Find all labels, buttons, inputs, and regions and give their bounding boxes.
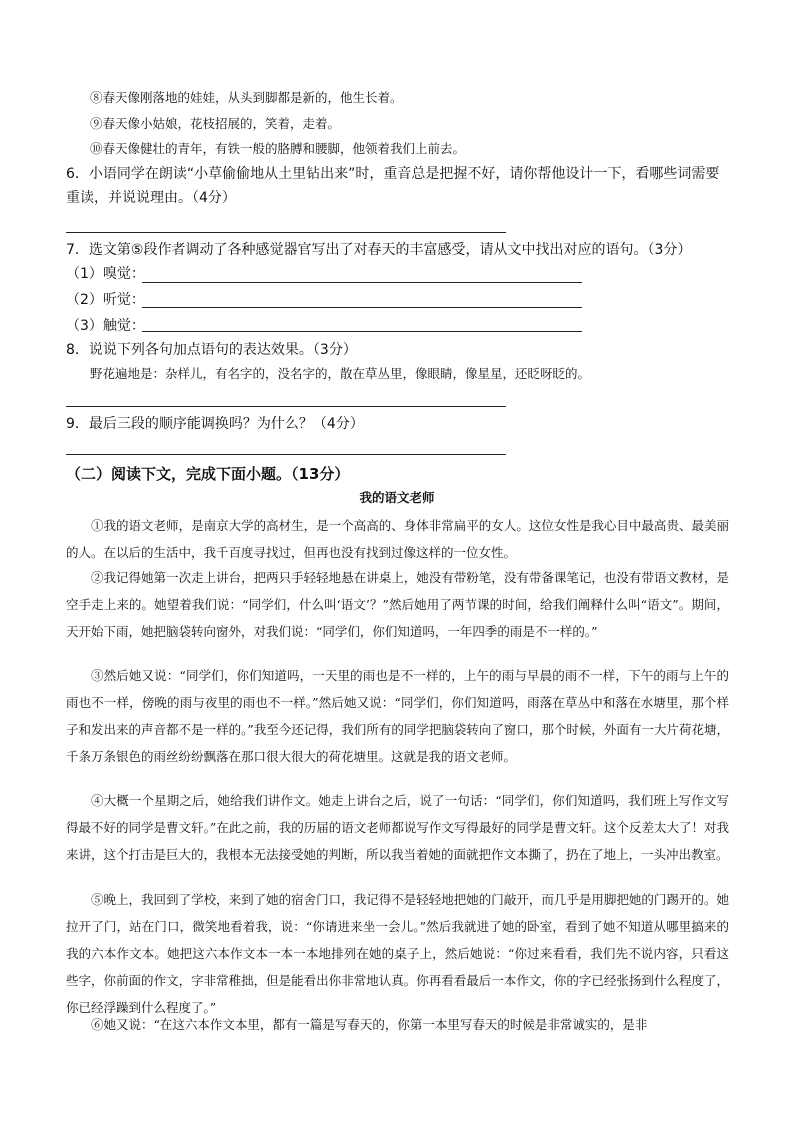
q7-touch-label: （3）触觉：: [66, 318, 145, 334]
question-9: 9．最后三段的顺序能调换吗？为什么？（4分）: [66, 416, 364, 432]
article-paragraph-6: ⑥她又说：“在这六本作文本里，都有一篇是写春天的，你第一本里写春天的时候是非常诚实的，是非: [91, 1017, 648, 1032]
article-paragraph-2: ②我记得她第一次走上讲台，把两只手轻轻地悬在讲桌上，她没有带粉笔，没有带备课笔记，也没有带语文教材，是空手走上来的。她望着我们说：“同学们，什么叫‘语文’？”然后她用了两节课的时间，给我们阐释什么叫“语文”。期间，天开始下雨，她把脑袋转向窗外，对我们说：“同学们，你们知道吗，一年四季的雨是不一样的。”: [66, 570, 729, 639]
q7-smell-label: （1）嗅觉：: [66, 266, 145, 282]
answer-line-smell[interactable]: [142, 282, 582, 283]
article-paragraph-1: ①我的语文老师，是南京大学的高材生，是一个高高的、身体非常扁平的女人。这位女性是我心目中最高贵、最美丽的人。在以后的生活中，我千百度寻找过，但再也没有找到过像这样的一位女性。: [66, 518, 729, 560]
answer-line-touch[interactable]: [142, 331, 582, 332]
answer-line-q8[interactable]: [66, 406, 506, 407]
question-7: 7．选文第⑤段作者调动了各种感觉器官写出了对春天的丰富感受，请从文中找出对应的语句。（3分）: [66, 242, 692, 258]
item-10: ⑩春天像健壮的青年，有铁一般的胳膊和腰脚，他领着我们上前去。: [90, 141, 466, 156]
item-9: ⑨春天像小姑娘，花枝招展的，笑着，走着。: [90, 116, 341, 131]
item-8: ⑧春天像刚落地的娃娃，从头到脚都是新的，他生长着。: [90, 90, 403, 105]
answer-line-hearing[interactable]: [142, 307, 582, 308]
question-8: 8．说说下列各句加点语句的表达效果。（3分）: [66, 342, 357, 358]
q8-sentence: 野花遍地是：杂样儿，有名字的，没名字的，散在草丛里，像眼睛，像星星，还眨呀眨的。: [90, 366, 591, 381]
q7-hearing-label: （2）听觉：: [66, 292, 145, 308]
article-paragraph-4: ④大概一个星期之后，她给我们讲作文。她走上讲台之后，说了一句话：“同学们，你们知道吗，我们班上写作文写得最不好的同学是曹文轩。”在此之前，我的历届的语文老师都说写作文写得最好的同学是曹文轩。这个反差太大了！对我来讲，这个打击是巨大的，我根本无法接受她的判断，所以我当着她的面就把作文本撕了，扔在了地上，一头冲出教室。: [66, 793, 729, 862]
answer-line-q6[interactable]: [66, 232, 506, 233]
article-paragraph-3: ③然后她又说：“同学们，你们知道吗，一天里的雨也是不一样的，上午的雨与早晨的雨不一样，下午的雨与上午的雨也不一样，傍晚的雨与夜里的雨也不一样。”然后她又说：“同学们，你们知道吗，雨落在草丛中和落在水塘里，那个样子和发出来的声音都不是一样的。”我至今还记得，我们所有的同学把脑袋转向了窗口，那个时候，外面有一大片荷花塘，千条万条银色的雨丝纷纷飘落在那口很大很大的荷花塘里。这就是我的语文老师。: [66, 668, 729, 764]
article-title: 我的语文老师: [359, 490, 435, 505]
question-6: 6．小语同学在朗读“小草偷偷地从土里钻出来”时，重音总是把握不好，请你帮他设计一下，看哪些词需要重读，并说说理由。（4分）: [66, 166, 720, 206]
article-paragraph-5: ⑤晚上，我回到了学校，来到了她的宿舍门口，我记得不是轻轻地把她的门敲开，而几乎是用脚把她的门踢开的。她拉开了门，站在门口，微笑地看着我，说：“你请进来坐一会儿。”然后我就进了她的卧室，看到了她不知道从哪里搞来的我的六本作文本。她把这六本作文本一本一本地排列在她的桌子上，然后她说：“你过来看看，我们先不说内容，只看这些字，你前面的作文，字非常稚拙，但是能看出你非常地认真。你再看看最后一本作文，你的字已经张扬到什么程度了，你已经浮躁到什么程度了。”: [66, 892, 729, 1015]
answer-line-q9[interactable]: [66, 454, 506, 455]
section-heading: （二）阅读下文，完成下面小题。（13分）: [66, 465, 350, 483]
